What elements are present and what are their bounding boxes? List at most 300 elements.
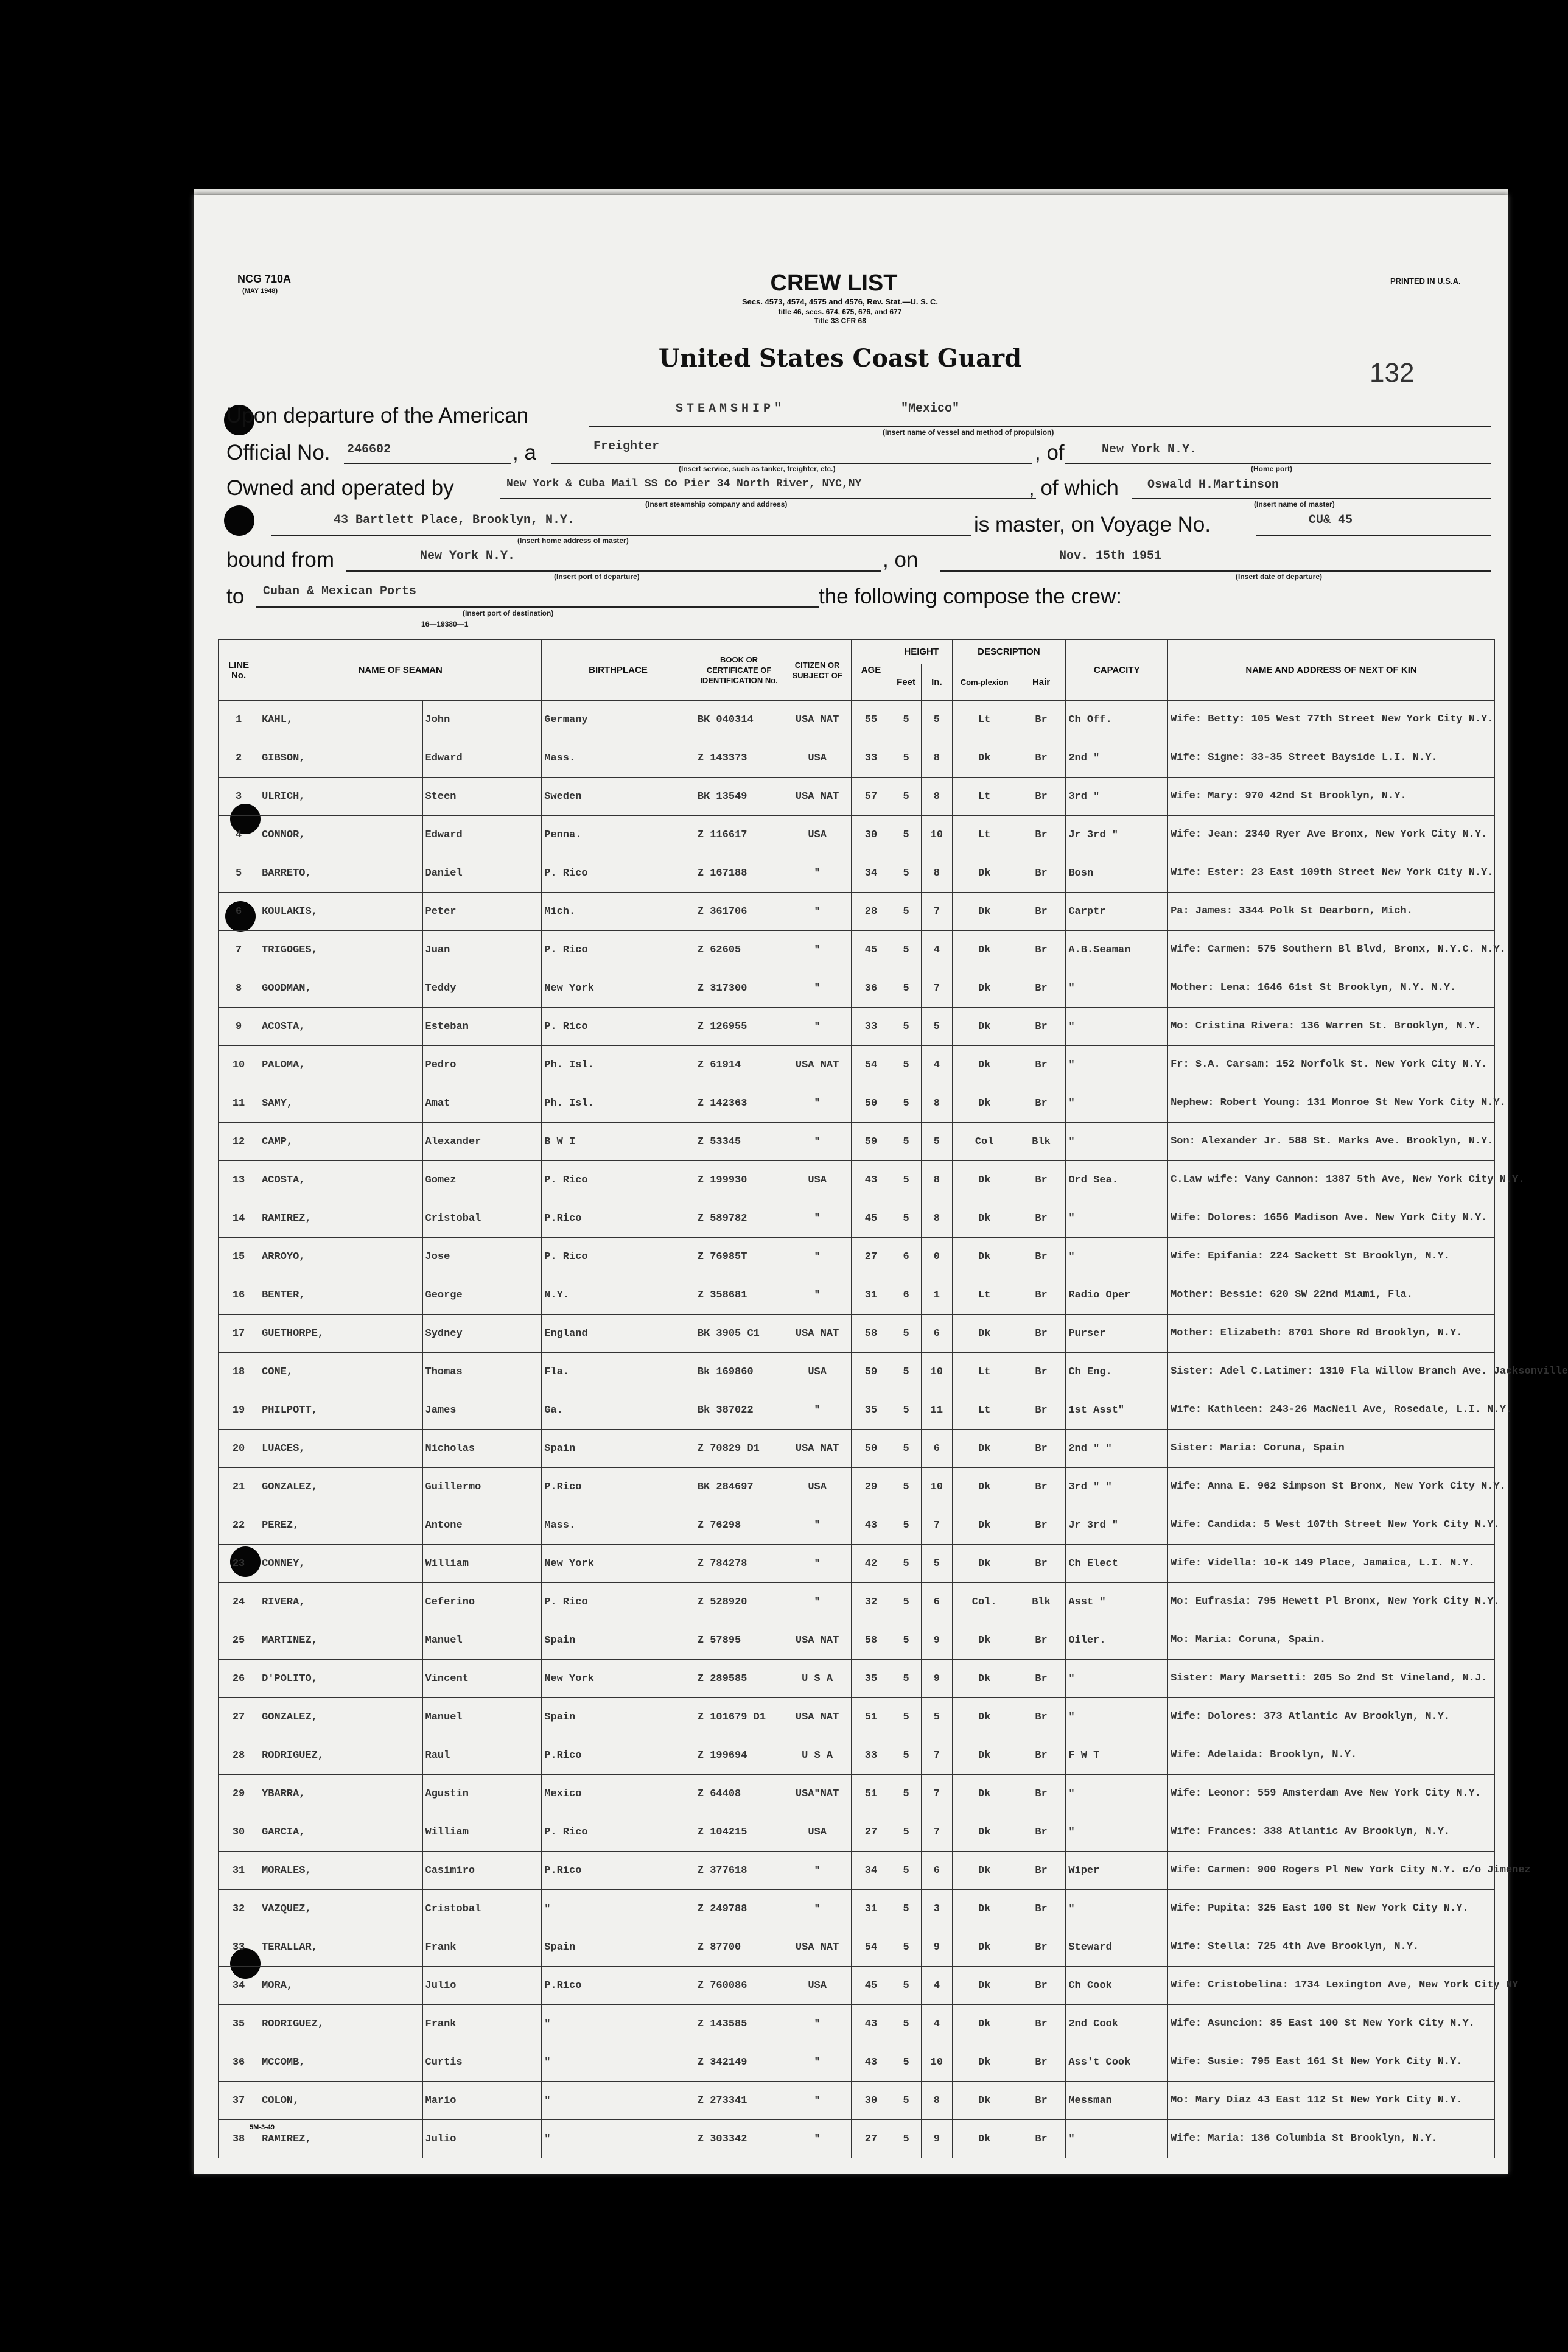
height-feet: 5: [891, 1890, 921, 1928]
citizenship: USA: [783, 739, 852, 778]
seaman-given-name: John: [422, 701, 542, 739]
row-number: 15: [219, 1238, 259, 1276]
capacity: ": [1066, 1775, 1168, 1813]
height-feet: 5: [891, 2082, 921, 2120]
official-no: 246602: [347, 443, 391, 457]
capacity: ": [1066, 1046, 1168, 1084]
next-of-kin: Mo: Mary Diaz 43 East 112 St New York City N.Y.: [1168, 2082, 1495, 2120]
seaman-given-name: Manuel: [422, 1621, 542, 1660]
hair-color: Br: [1017, 1890, 1066, 1928]
height-inches: 11: [922, 1391, 952, 1430]
next-of-kin: Wife: Kathleen: 243-26 MacNeil Ave, Rosedale, L.I. N.Y.: [1168, 1391, 1495, 1430]
complexion: Col: [952, 1123, 1017, 1161]
next-of-kin: Wife: Frances: 338 Atlantic Av Brooklyn, N.Y.: [1168, 1813, 1495, 1852]
hair-color: Br: [1017, 2005, 1066, 2043]
crew-row: [219, 778, 1495, 816]
capacity: Radio Oper: [1066, 1276, 1168, 1315]
certificate-number: Z 377618: [695, 1852, 783, 1890]
form-date: (MAY 1948): [242, 287, 278, 295]
seaman-given-name: Agustin: [422, 1775, 542, 1813]
age: 43: [852, 2005, 891, 2043]
complexion: Col.: [952, 1583, 1017, 1621]
seaman-given-name: Julio: [422, 2120, 542, 2158]
complexion: Lt: [952, 1276, 1017, 1315]
next-of-kin: Son: Alexander Jr. 588 St. Marks Ave. Brooklyn, N.Y.: [1168, 1123, 1495, 1161]
age: 27: [852, 2120, 891, 2158]
height-feet: 6: [891, 1238, 921, 1276]
underline: [940, 570, 1491, 572]
label-is-master: is master, on Voyage No.: [974, 513, 1211, 536]
row-number: 26: [219, 1660, 259, 1698]
bound-from: New York N.Y.: [420, 549, 516, 563]
seaman-given-name: Pedro: [422, 1046, 542, 1084]
next-of-kin: Wife: Candida: 5 West 107th Street New York City N.Y.: [1168, 1506, 1495, 1545]
label-to: to: [226, 584, 245, 608]
crew-row: [219, 1698, 1495, 1736]
seaman-surname: ULRICH,: [259, 778, 422, 816]
citizenship: USA NAT: [783, 1315, 852, 1353]
age: 27: [852, 1813, 891, 1852]
col-capacity: CAPACITY: [1066, 640, 1168, 701]
agency-title: United States Coast Guard: [658, 344, 1022, 373]
form-number: NCG 710A: [237, 273, 292, 285]
birthplace: P.Rico: [542, 1736, 695, 1775]
citizenship: ": [783, 1199, 852, 1238]
birthplace: Mass.: [542, 739, 695, 778]
capacity: Carptr: [1066, 893, 1168, 931]
seaman-given-name: Curtis: [422, 2043, 542, 2082]
capacity: F W T: [1066, 1736, 1168, 1775]
age: 51: [852, 1698, 891, 1736]
next-of-kin: Mother: Lena: 1646 61st St Brooklyn, N.Y. N.Y.: [1168, 969, 1495, 1008]
capacity: ": [1066, 1813, 1168, 1852]
height-feet: 5: [891, 1967, 921, 2005]
certificate-number: Z 87700: [695, 1928, 783, 1967]
seaman-given-name: William: [422, 1545, 542, 1583]
height-feet: 5: [891, 1199, 921, 1238]
next-of-kin: Wife: Stella: 725 4th Ave Brooklyn, N.Y.: [1168, 1928, 1495, 1967]
col-line-no: LINE No.: [219, 640, 259, 701]
hair-color: Br: [1017, 1276, 1066, 1315]
birthplace: P. Rico: [542, 1238, 695, 1276]
capacity: ": [1066, 1698, 1168, 1736]
label-bound-from: bound from: [226, 548, 335, 572]
seaman-surname: MORALES,: [259, 1852, 422, 1890]
complexion: Dk: [952, 1315, 1017, 1353]
height-feet: 5: [891, 1775, 921, 1813]
hair-color: Br: [1017, 1621, 1066, 1660]
birthplace: Germany: [542, 701, 695, 739]
birthplace: Spain: [542, 1430, 695, 1468]
height-inches: 6: [922, 1852, 952, 1890]
complexion: Dk: [952, 1046, 1017, 1084]
destination-hint: (Insert port of destination): [463, 609, 554, 617]
row-number: 1: [219, 701, 259, 739]
row-number: 14: [219, 1199, 259, 1238]
height-feet: 5: [891, 931, 921, 969]
height-inches: 5: [922, 701, 952, 739]
age: 58: [852, 1621, 891, 1660]
certificate-number: Z 199694: [695, 1736, 783, 1775]
height-feet: 5: [891, 1353, 921, 1391]
complexion: Lt: [952, 1353, 1017, 1391]
age: 27: [852, 1238, 891, 1276]
height-feet: 5: [891, 1583, 921, 1621]
certificate-number: Z 589782: [695, 1199, 783, 1238]
age: 29: [852, 1468, 891, 1506]
next-of-kin: Wife: Vidella: 10-K 149 Place, Jamaica, L.I. N.Y.: [1168, 1545, 1495, 1583]
citizenship: U S A: [783, 1660, 852, 1698]
height-inches: 8: [922, 1084, 952, 1123]
departure-date: Nov. 15th 1951: [1059, 549, 1162, 563]
certificate-number: Bk 169860: [695, 1353, 783, 1391]
seaman-given-name: Ceferino: [422, 1583, 542, 1621]
underline: [500, 498, 1036, 499]
citizenship: ": [783, 854, 852, 893]
citizenship: ": [783, 2043, 852, 2082]
birthplace: ": [542, 2120, 695, 2158]
crew-row: [219, 1852, 1495, 1890]
capacity: Ch Eng.: [1066, 1353, 1168, 1391]
capacity: ": [1066, 2120, 1168, 2158]
certificate-number: Z 142363: [695, 1084, 783, 1123]
height-feet: 5: [891, 1545, 921, 1583]
hair-color: Br: [1017, 969, 1066, 1008]
age: 59: [852, 1123, 891, 1161]
next-of-kin: C.Law wife: Vany Cannon: 1387 5th Ave, New York City N.Y.: [1168, 1161, 1495, 1199]
crew-row: [219, 1967, 1495, 2005]
vessel-hint: (Insert name of vessel and method of propulsion): [883, 428, 1054, 437]
complexion: Dk: [952, 969, 1017, 1008]
height-feet: 6: [891, 1276, 921, 1315]
capacity: ": [1066, 1123, 1168, 1161]
birthplace: Mass.: [542, 1506, 695, 1545]
hair-color: Br: [1017, 1967, 1066, 2005]
col-inches: In.: [922, 664, 952, 701]
seaman-surname: ACOSTA,: [259, 1161, 422, 1199]
complexion: Dk: [952, 1468, 1017, 1506]
label-official-no: Official No.: [226, 441, 331, 465]
capacity: 2nd " ": [1066, 1430, 1168, 1468]
next-of-kin: Wife: Epifania: 224 Sackett St Brooklyn, N.Y.: [1168, 1238, 1495, 1276]
crew-row: [219, 1276, 1495, 1315]
row-number: 16: [219, 1276, 259, 1315]
birthplace: P. Rico: [542, 1583, 695, 1621]
service-hint: (Insert service, such as tanker, freighter, etc.): [679, 465, 836, 473]
certificate-number: BK 284697: [695, 1468, 783, 1506]
birthplace: Mexico: [542, 1775, 695, 1813]
col-name: NAME OF SEAMAN: [259, 640, 542, 701]
crew-row: [219, 1468, 1495, 1506]
certificate-number: Z 62605: [695, 931, 783, 969]
label-of-which: , of which: [1029, 476, 1119, 500]
crew-row: [219, 1660, 1495, 1698]
height-inches: 4: [922, 931, 952, 969]
height-feet: 5: [891, 2005, 921, 2043]
hair-color: Br: [1017, 1545, 1066, 1583]
seaman-given-name: Cristobal: [422, 1890, 542, 1928]
age: 32: [852, 1583, 891, 1621]
crew-row: [219, 2005, 1495, 2043]
citizenship: USA NAT: [783, 1928, 852, 1967]
crew-row: [219, 1315, 1495, 1353]
seaman-surname: GOODMAN,: [259, 969, 422, 1008]
row-number: 35: [219, 2005, 259, 2043]
complexion: Dk: [952, 2082, 1017, 2120]
height-inches: 5: [922, 1123, 952, 1161]
certificate-number: Z 104215: [695, 1813, 783, 1852]
hair-color: Br: [1017, 1813, 1066, 1852]
citizenship: ": [783, 1084, 852, 1123]
complexion: Lt: [952, 1391, 1017, 1430]
age: 54: [852, 1046, 891, 1084]
next-of-kin: Wife: Betty: 105 West 77th Street New York City N.Y.: [1168, 701, 1495, 739]
crew-row: [219, 1430, 1495, 1468]
next-of-kin: Wife: Maria: 136 Columbia St Brooklyn, N.Y.: [1168, 2120, 1495, 2158]
master-hint: (Insert name of master): [1254, 500, 1335, 508]
seaman-given-name: Guillermo: [422, 1468, 542, 1506]
age: 35: [852, 1660, 891, 1698]
label-owned-operated: Owned and operated by: [226, 476, 454, 500]
certificate-number: Z 76298: [695, 1506, 783, 1545]
birthplace: N.Y.: [542, 1276, 695, 1315]
hair-color: Br: [1017, 1238, 1066, 1276]
hair-color: Br: [1017, 1199, 1066, 1238]
crew-row: [219, 1199, 1495, 1238]
next-of-kin: Wife: Carmen: 900 Rogers Pl New York City N.Y. c/o Jimenez: [1168, 1852, 1495, 1890]
height-feet: 5: [891, 1315, 921, 1353]
citizenship: USA: [783, 1353, 852, 1391]
master-name: Oswald H.Martinson: [1147, 478, 1279, 492]
row-number: 37: [219, 2082, 259, 2120]
height-inches: 9: [922, 1621, 952, 1660]
row-number: 5: [219, 854, 259, 893]
complexion: Dk: [952, 1928, 1017, 1967]
seaman-given-name: Peter: [422, 893, 542, 931]
height-feet: 5: [891, 1008, 921, 1046]
height-inches: 4: [922, 2005, 952, 2043]
height-inches: 9: [922, 1660, 952, 1698]
departure-date-hint: (Insert date of departure): [1236, 572, 1323, 581]
seaman-given-name: James: [422, 1391, 542, 1430]
capacity: Steward: [1066, 1928, 1168, 1967]
row-number: 13: [219, 1161, 259, 1199]
age: 28: [852, 893, 891, 931]
hair-color: Blk: [1017, 1583, 1066, 1621]
height-feet: 5: [891, 778, 921, 816]
label-upon-departure: Upon departure of the American: [226, 404, 529, 427]
capacity: ": [1066, 1084, 1168, 1123]
row-number: 21: [219, 1468, 259, 1506]
seaman-surname: PALOMA,: [259, 1046, 422, 1084]
col-complexion: Com-plexion: [952, 664, 1017, 701]
capacity: 3rd ": [1066, 778, 1168, 816]
hair-color: Br: [1017, 701, 1066, 739]
height-inches: 7: [922, 1775, 952, 1813]
hair-color: Br: [1017, 1506, 1066, 1545]
crew-row: [219, 1353, 1495, 1391]
next-of-kin: Mo: Maria: Coruna, Spain.: [1168, 1621, 1495, 1660]
seaman-surname: ARROYO,: [259, 1238, 422, 1276]
height-inches: 8: [922, 739, 952, 778]
capacity: Messman: [1066, 2082, 1168, 2120]
seaman-surname: KOULAKIS,: [259, 893, 422, 931]
birthplace: B W I: [542, 1123, 695, 1161]
complexion: Dk: [952, 893, 1017, 931]
underline: [346, 570, 881, 572]
crew-row: [219, 1583, 1495, 1621]
underline: [1065, 463, 1491, 464]
complexion: Dk: [952, 739, 1017, 778]
col-citizen: CITIZEN OR SUBJECT OF: [783, 640, 852, 701]
certificate-number: Z 199930: [695, 1161, 783, 1199]
birthplace: ": [542, 2005, 695, 2043]
next-of-kin: Wife: Anna E. 962 Simpson St Bronx, New York City N.Y.: [1168, 1468, 1495, 1506]
crew-row: [219, 1123, 1495, 1161]
capacity: 2nd Cook: [1066, 2005, 1168, 2043]
crew-row: [219, 969, 1495, 1008]
citizenship: ": [783, 931, 852, 969]
age: 58: [852, 1315, 891, 1353]
hair-color: Br: [1017, 1391, 1066, 1430]
hair-color: Br: [1017, 1660, 1066, 1698]
birthplace: P. Rico: [542, 1813, 695, 1852]
birthplace: Fla.: [542, 1353, 695, 1391]
row-number: 11: [219, 1084, 259, 1123]
age: 45: [852, 1967, 891, 2005]
seaman-surname: BARRETO,: [259, 854, 422, 893]
hair-color: Br: [1017, 1315, 1066, 1353]
certificate-number: Z 64408: [695, 1775, 783, 1813]
voyage-no: CU& 45: [1309, 513, 1353, 527]
label-of: , of: [1035, 441, 1065, 465]
height-feet: 5: [891, 739, 921, 778]
certificate-number: BK 040314: [695, 701, 783, 739]
next-of-kin: Sister: Mary Marsetti: 205 So 2nd St Vineland, N.J.: [1168, 1660, 1495, 1698]
statute-line-2: title 46, secs. 674, 675, 676, and 677: [778, 307, 902, 316]
birthplace: ": [542, 2043, 695, 2082]
seaman-given-name: Raul: [422, 1736, 542, 1775]
height-feet: 5: [891, 1928, 921, 1967]
col-description: DESCRIPTION: [952, 640, 1066, 664]
hair-color: Br: [1017, 1161, 1066, 1199]
seaman-given-name: Amat: [422, 1084, 542, 1123]
complexion: Dk: [952, 1008, 1017, 1046]
age: 54: [852, 1928, 891, 1967]
height-inches: 5: [922, 1008, 952, 1046]
birthplace: P.Rico: [542, 1967, 695, 2005]
height-feet: 5: [891, 1698, 921, 1736]
seaman-given-name: Julio: [422, 1967, 542, 2005]
age: 35: [852, 1391, 891, 1430]
citizenship: U S A: [783, 1736, 852, 1775]
height-inches: 4: [922, 1967, 952, 2005]
row-number: 22: [219, 1506, 259, 1545]
certificate-number: Z 116617: [695, 816, 783, 854]
citizenship: ": [783, 1506, 852, 1545]
hair-color: Br: [1017, 1008, 1066, 1046]
certificate-number: Z 784278: [695, 1545, 783, 1583]
height-inches: 8: [922, 1199, 952, 1238]
crew-row: [219, 1506, 1495, 1545]
seaman-surname: COLON,: [259, 2082, 422, 2120]
age: 57: [852, 778, 891, 816]
citizenship: ": [783, 2082, 852, 2120]
height-inches: 7: [922, 1736, 952, 1775]
next-of-kin: Wife: Dolores: 373 Atlantic Av Brooklyn, N.Y.: [1168, 1698, 1495, 1736]
crew-row: [219, 1928, 1495, 1967]
seaman-surname: RODRIGUEZ,: [259, 2005, 422, 2043]
row-number: 31: [219, 1852, 259, 1890]
complexion: Lt: [952, 778, 1017, 816]
crew-row: [219, 2043, 1495, 2082]
next-of-kin: Wife: Pupita: 325 East 100 St New York City N.Y.: [1168, 1890, 1495, 1928]
seaman-given-name: Jose: [422, 1238, 542, 1276]
height-inches: 6: [922, 1430, 952, 1468]
row-number: 12: [219, 1123, 259, 1161]
crew-row: [219, 931, 1495, 969]
label-a: , a: [513, 441, 536, 465]
capacity: Bosn: [1066, 854, 1168, 893]
hair-color: Br: [1017, 931, 1066, 969]
hair-color: Br: [1017, 1353, 1066, 1391]
complexion: Dk: [952, 1238, 1017, 1276]
next-of-kin: Mo: Eufrasia: 795 Hewett Pl Bronx, New York City N.Y.: [1168, 1583, 1495, 1621]
height-feet: 5: [891, 1084, 921, 1123]
capacity: Ord Sea.: [1066, 1161, 1168, 1199]
col-height: HEIGHT: [891, 640, 952, 664]
next-of-kin: Wife: Leonor: 559 Amsterdam Ave New York City N.Y.: [1168, 1775, 1495, 1813]
row-number: 24: [219, 1583, 259, 1621]
seaman-given-name: Edward: [422, 739, 542, 778]
certificate-number: Z 101679 D1: [695, 1698, 783, 1736]
height-inches: 5: [922, 1698, 952, 1736]
certificate-number: Z 57895: [695, 1621, 783, 1660]
row-number: 25: [219, 1621, 259, 1660]
vessel-name: "Mexico": [901, 402, 960, 416]
birthplace: ": [542, 2082, 695, 2120]
seaman-surname: GARCIA,: [259, 1813, 422, 1852]
crew-row: [219, 1238, 1495, 1276]
seaman-given-name: Daniel: [422, 854, 542, 893]
capacity: ": [1066, 1660, 1168, 1698]
row-number: 6: [219, 893, 259, 931]
certificate-number: Z 358681: [695, 1276, 783, 1315]
hair-color: Br: [1017, 2082, 1066, 2120]
statute-line-1: Secs. 4573, 4574, 4575 and 4576, Rev. Stat.—U. S. C.: [741, 297, 939, 306]
age: 43: [852, 1161, 891, 1199]
birthplace: Spain: [542, 1698, 695, 1736]
vessel-type: STEAMSHIP": [676, 402, 786, 416]
next-of-kin: Sister: Adel C.Latimer: 1310 Fla Willow Branch Ave. Jacksonville: [1168, 1353, 1495, 1391]
height-inches: 6: [922, 1583, 952, 1621]
seaman-given-name: Manuel: [422, 1698, 542, 1736]
hair-color: Br: [1017, 854, 1066, 893]
citizenship: USA: [783, 1813, 852, 1852]
hair-color: Br: [1017, 1928, 1066, 1967]
crew-row: [219, 1545, 1495, 1583]
certificate-number: BK 3905 C1: [695, 1315, 783, 1353]
complexion: Lt: [952, 701, 1017, 739]
citizenship: ": [783, 2005, 852, 2043]
hair-color: Br: [1017, 778, 1066, 816]
height-feet: 5: [891, 893, 921, 931]
seaman-surname: RAMIREZ,: [259, 2120, 422, 2158]
citizenship: USA: [783, 816, 852, 854]
seaman-surname: VAZQUEZ,: [259, 1890, 422, 1928]
age: 50: [852, 1084, 891, 1123]
seaman-surname: MARTINEZ,: [259, 1621, 422, 1660]
